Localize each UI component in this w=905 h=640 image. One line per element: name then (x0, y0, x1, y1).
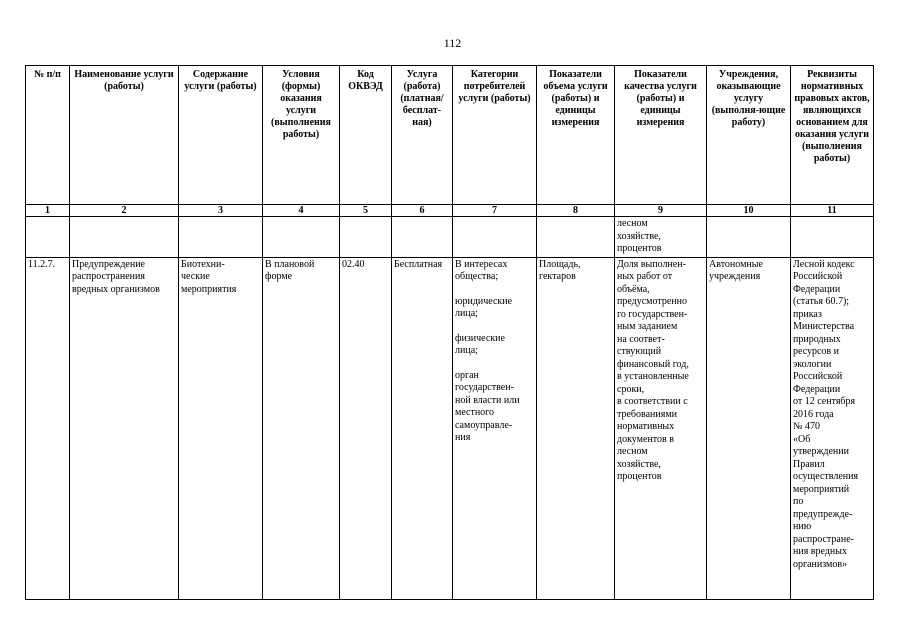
header-cell-number: № п/п (26, 66, 70, 205)
column-number: 4 (263, 205, 340, 217)
header-cell-content: Содержание услуги (работы) (179, 66, 263, 205)
quality-cell: Доля выполнен- ных работ от объёма, предусмотренно го государствен- ным заданием на соответ- ствующий финансовый год, в установленные сроки, в соответствии с требованиями нормативных документов в лесном хозяйстве, процентов (615, 257, 707, 599)
service-name-cell: Предупреждение распространения вредных организмов (70, 257, 179, 599)
consumers-intro: В интересах общества; (455, 258, 508, 282)
header-cell-institutions: Учреждения, оказывающие услугу (выполня-ющие работу) (707, 66, 791, 205)
header-cell-okved: Код ОКВЭД (340, 66, 392, 205)
column-number: 5 (340, 205, 392, 217)
header-cell-quality: Показатели качества услуги (работы) и единицы измерения (615, 66, 707, 205)
continuation-quality-cell: лесном хозяйстве, процентов (615, 217, 707, 258)
consumers-legal-entities: юридические лица; (455, 295, 513, 319)
header-cell-consumers: Категории потребителей услуги (работы) (453, 66, 537, 205)
legal-acts-cell: Лесной кодекс Российской Федерации (статья 60.7); приказ Министерства природных ресурсов и экологии Российской Федерации от 12 сентября 2016 года № 470 «Об утверждении Правил осуществления мероприятий по предупрежде- нию распростране- ния вредных организмов» (791, 257, 874, 599)
table-row (26, 257, 874, 599)
column-number: 11 (791, 205, 874, 217)
column-number: 7 (453, 205, 537, 217)
consumers-authorities: орган государствен- ной власти или местного самоуправле- ния (455, 369, 520, 443)
service-content-cell: Биотехни- ческие мероприятия (179, 257, 263, 599)
services-table (25, 65, 874, 600)
column-number: 10 (707, 205, 791, 217)
header-cell-volume: Показатели объема услуги (работы) и единицы измерения (537, 66, 615, 205)
header-cell-conditions: Условия (формы) оказания услуги (выполнения работы) (263, 66, 340, 205)
okved-cell: 02.40 (340, 257, 392, 599)
header-cell-legal-acts: Реквизиты нормативных правовых актов, являющихся основанием для оказания услуги (выполнения работы) (791, 66, 874, 205)
header-cell-name: Наименование услуги (работы) (70, 66, 179, 205)
continuation-row (26, 217, 874, 258)
page-number: 112 (443, 36, 462, 50)
consumers-cell (453, 257, 537, 599)
volume-cell: Площадь, гектаров (537, 257, 615, 599)
column-number: 8 (537, 205, 615, 217)
header-cell-paid: Услуга (работа) (платная/ бесплат-ная) (392, 66, 453, 205)
consumers-individuals: физические лица; (455, 332, 505, 356)
conditions-cell: В плановой форме (263, 257, 340, 599)
column-number: 3 (179, 205, 263, 217)
column-number: 1 (26, 205, 70, 217)
column-number: 6 (392, 205, 453, 217)
column-number: 9 (615, 205, 707, 217)
institutions-cell: Автономные учреждения (707, 257, 791, 599)
column-number: 2 (70, 205, 179, 217)
column-number-row (26, 205, 874, 217)
table-header-row (26, 66, 874, 205)
paid-cell: Бесплатная (392, 257, 453, 599)
row-number-cell: 11.2.7. (26, 257, 70, 599)
